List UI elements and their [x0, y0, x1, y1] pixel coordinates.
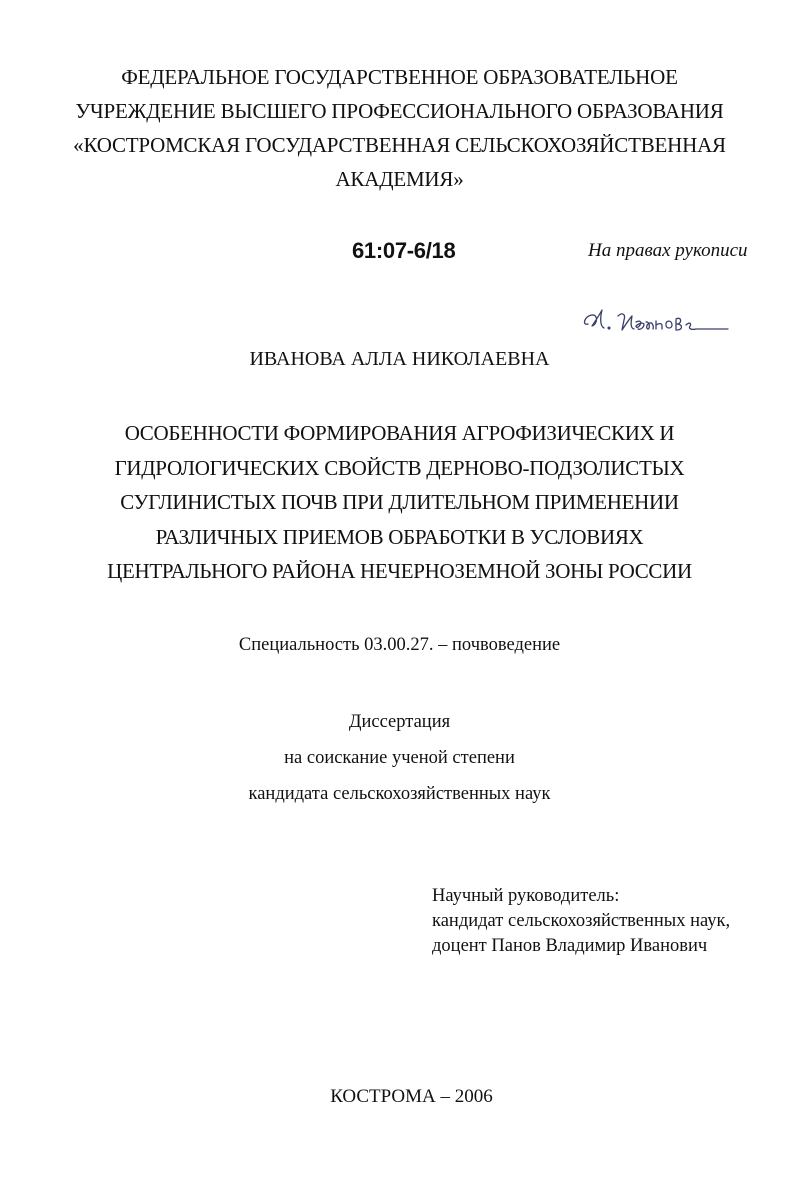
degree-line: кандидата сельскохозяйственных наук	[248, 784, 551, 804]
title-line: СУГЛИНИСТЫХ ПОЧВ ПРИ ДЛИТЕЛЬНОМ ПРИМЕНЕНИИ	[120, 490, 679, 514]
handwritten-signature	[578, 302, 738, 338]
title-line: ЦЕНТРАЛЬНОГО РАЙОНА НЕЧЕРНОЗЕМНОЙ ЗОНЫ РОССИИ	[107, 559, 692, 583]
institution-line: ФЕДЕРАЛЬНОЕ ГОСУДАРСТВЕННОЕ ОБРАЗОВАТЕЛЬНОЕ	[121, 65, 678, 89]
city-year-text: КОСТРОМА – 2006	[330, 1086, 493, 1107]
specialty	[0, 632, 799, 658]
author-name	[0, 346, 799, 372]
dissertation-title	[0, 416, 799, 589]
supervisor-block	[432, 884, 730, 959]
institution-header	[0, 60, 799, 196]
specialty-text: Специальность 03.00.27. – почвоведение	[238, 635, 561, 655]
dissertation-degree	[0, 704, 799, 812]
city-year	[0, 1084, 799, 1110]
institution-line: АКАДЕМИЯ»	[335, 167, 464, 191]
catalog-code: 61:07-6/18	[352, 238, 456, 263]
institution-line: «КОСТРОМСКАЯ ГОСУДАРСТВЕННАЯ СЕЛЬСКОХОЗЯЙСТВЕННАЯ	[73, 133, 726, 157]
institution-line: УЧРЕЖДЕНИЕ ВЫСШЕГО ПРОФЕССИОНАЛЬНОГО ОБРАЗОВАНИЯ	[75, 99, 724, 123]
degree-line: Диссертация	[348, 712, 451, 732]
author-text: ИВАНОВА АЛЛА НИКОЛАЕВНА	[249, 348, 550, 370]
degree-line: на соискание ученой степени	[284, 748, 515, 768]
title-line: ГИДРОЛОГИЧЕСКИХ СВОЙСТВ ДЕРНОВО-ПОДЗОЛИСТЫХ	[114, 455, 685, 480]
title-line: РАЗЛИЧНЫХ ПРИЕМОВ ОБРАБОТКИ В УСЛОВИЯХ	[155, 524, 644, 549]
title-line: ОСОБЕННОСТИ ФОРМИРОВАНИЯ АГРОФИЗИЧЕСКИХ И	[124, 421, 675, 445]
supervisor-line: доцент Панов Владимир Иванович	[432, 936, 708, 956]
rights-note: На правах рукописи	[588, 240, 748, 261]
supervisor-line: Научный руководитель:	[432, 886, 620, 906]
supervisor-line: кандидат сельскохозяйственных наук,	[432, 911, 731, 931]
